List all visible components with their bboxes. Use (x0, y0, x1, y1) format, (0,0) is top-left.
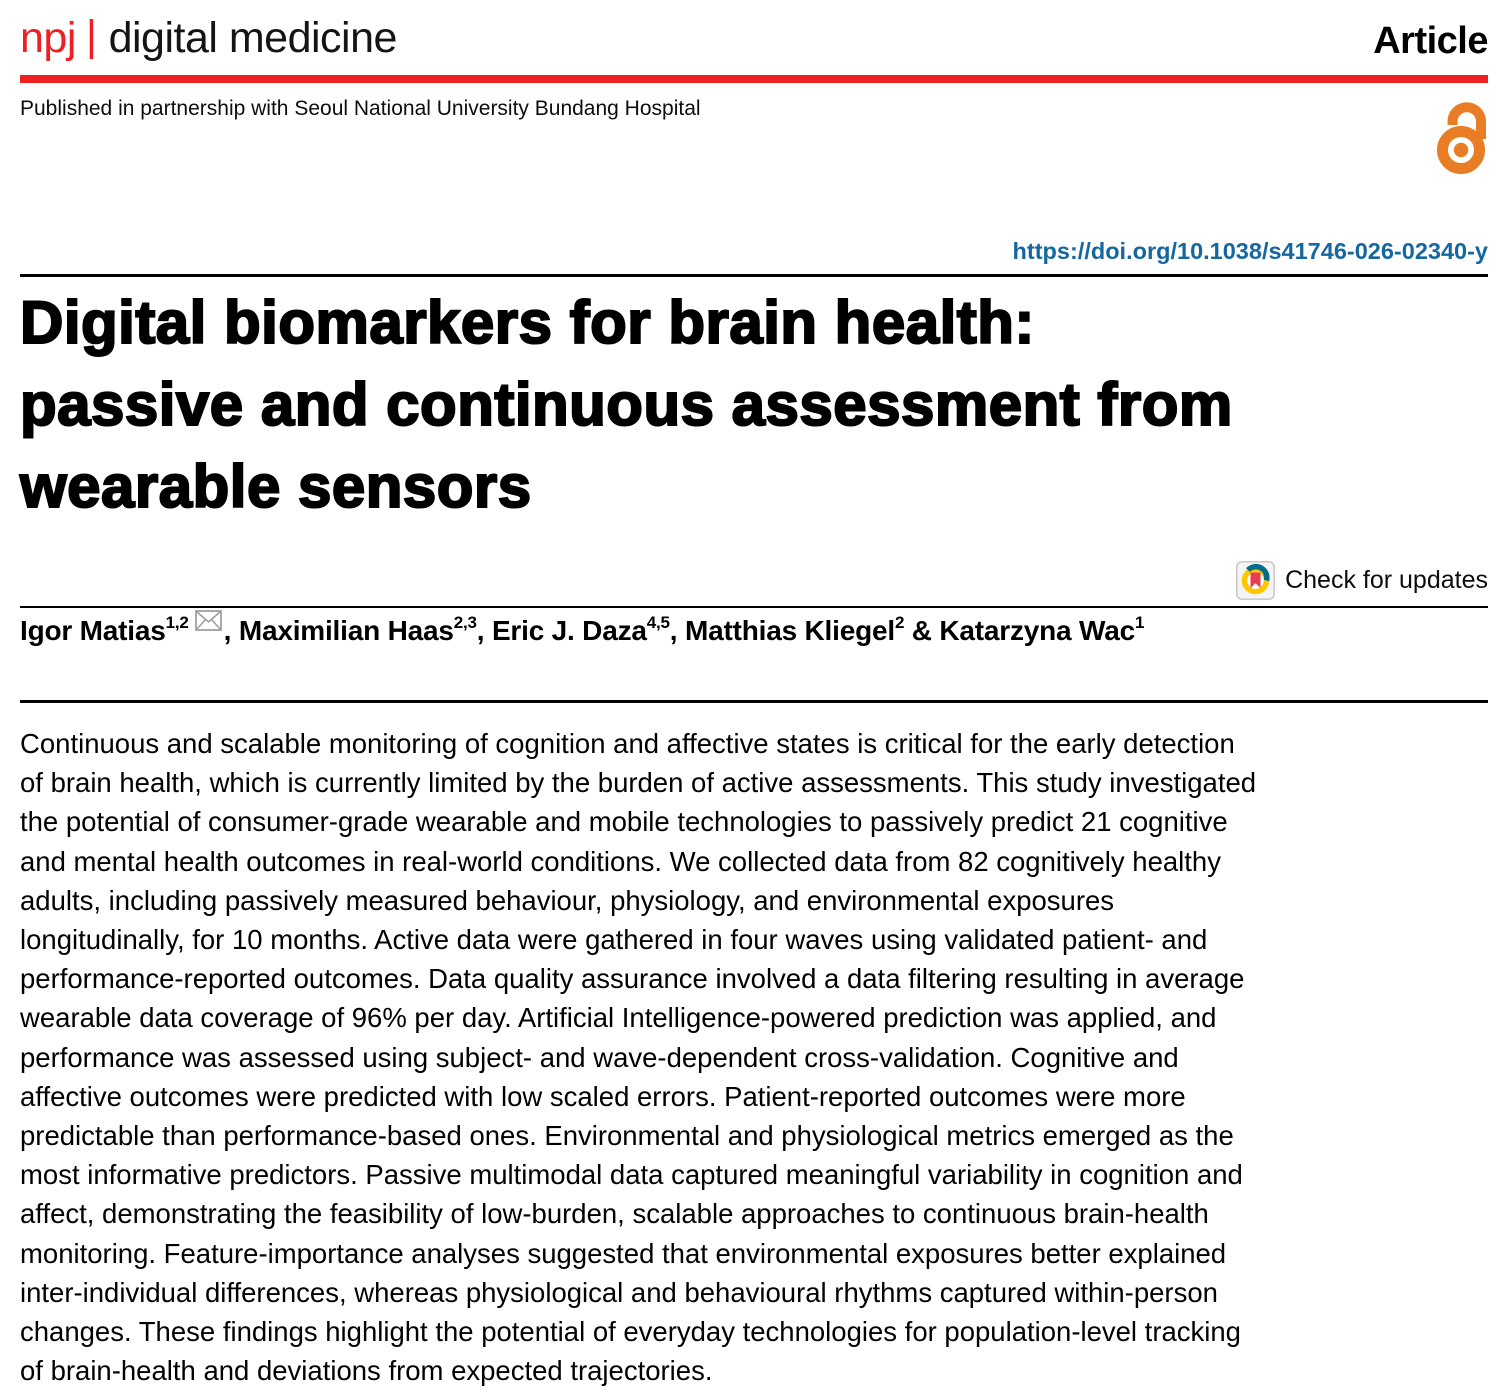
divider (20, 274, 1488, 277)
crossmark-icon (1236, 561, 1275, 600)
email-envelope-icon (195, 610, 222, 631)
author-affiliation-sup: 1 (1134, 613, 1145, 632)
abstract-text: Continuous and scalable monitoring of cognition and affective states is critical for the early detection of brain health, which is currently limited by the burden of active assessments. This study investigated the potential of consumer-grade wearable and mobile technologies to passively predict 21 cognitive and mental health outcomes in real-world conditions. We collected data from 82 cognitively healthy adults, including passively measured behaviour, physiology, and environmental exposures longitudinally, for 10 months. Active data were gathered in four waves using validated patient- and performance-reported outcomes. Data quality assurance involved a data filtering resulting in average wearable data coverage of 96% per day. Artificial Intelligence-powered prediction was applied, and performance was assessed using subject- and wave-dependent cross-validation. Cognitive and affective outcomes were predicted with low scaled errors. Patient-reported outcomes were more predictable than performance-based ones. Environmental and physiological metrics emerged as the most informative predictors. Passive multimodal data captured meaningful variability in cognition and affect, demonstrating the feasibility of low-burden, scalable approaches to continuous brain-health monitoring. Feature-importance analyses suggested that environmental exposures better explained inter-individual differences, whereas physiological and behavioural rhythms captured within-person changes. These findings highlight the potential of everyday technologies for population-level tracking of brain-health and deviations from expected trajectories. (20, 728, 1257, 1387)
doi-link[interactable]: https://doi.org/10.1038/s41746-026-02340-y (1012, 238, 1488, 264)
author: Maximilian Haas$^{2,3}$, (238, 613, 492, 647)
page-title (20, 282, 1500, 528)
author: Eric J. Daza$^{4,5}$, (491, 613, 685, 647)
author-affiliation-sup: 2 (894, 613, 905, 632)
journal-logo-prefix: npj (20, 14, 76, 62)
journal-logo-separator: | (85, 12, 97, 60)
partnership-note: Published in partnership with Seoul National University Bundang Hospital (20, 97, 701, 120)
author: Igor Matias$^{1,2}$ , (20, 615, 239, 646)
page-title-line: Digital biomarkers for brain health: (20, 289, 1035, 356)
author-list (20, 615, 1144, 647)
divider (20, 700, 1488, 703)
check-for-updates-label: Check for updates (1285, 566, 1488, 594)
journal-logo-name: digital medicine (108, 14, 397, 62)
open-access-icon (1430, 98, 1492, 174)
author: Matthias Kliegel$^2$ & (684, 613, 940, 647)
author-affiliation-sup: 4,5 (646, 613, 670, 632)
author-affiliation-sup: 2,3 (453, 613, 477, 632)
page-title-line: passive and continuous assessment from (20, 371, 1233, 438)
author-affiliation-sup: 1,2 (165, 613, 189, 632)
page-title-line: wearable sensors (20, 453, 532, 520)
check-for-updates-badge[interactable] (1236, 561, 1488, 600)
author: Katarzyna Wac$^1$ (939, 613, 1145, 647)
divider (20, 606, 1488, 608)
header-rule (20, 75, 1488, 83)
article-type-label: Article (1373, 20, 1488, 62)
journal-logo (20, 14, 397, 63)
